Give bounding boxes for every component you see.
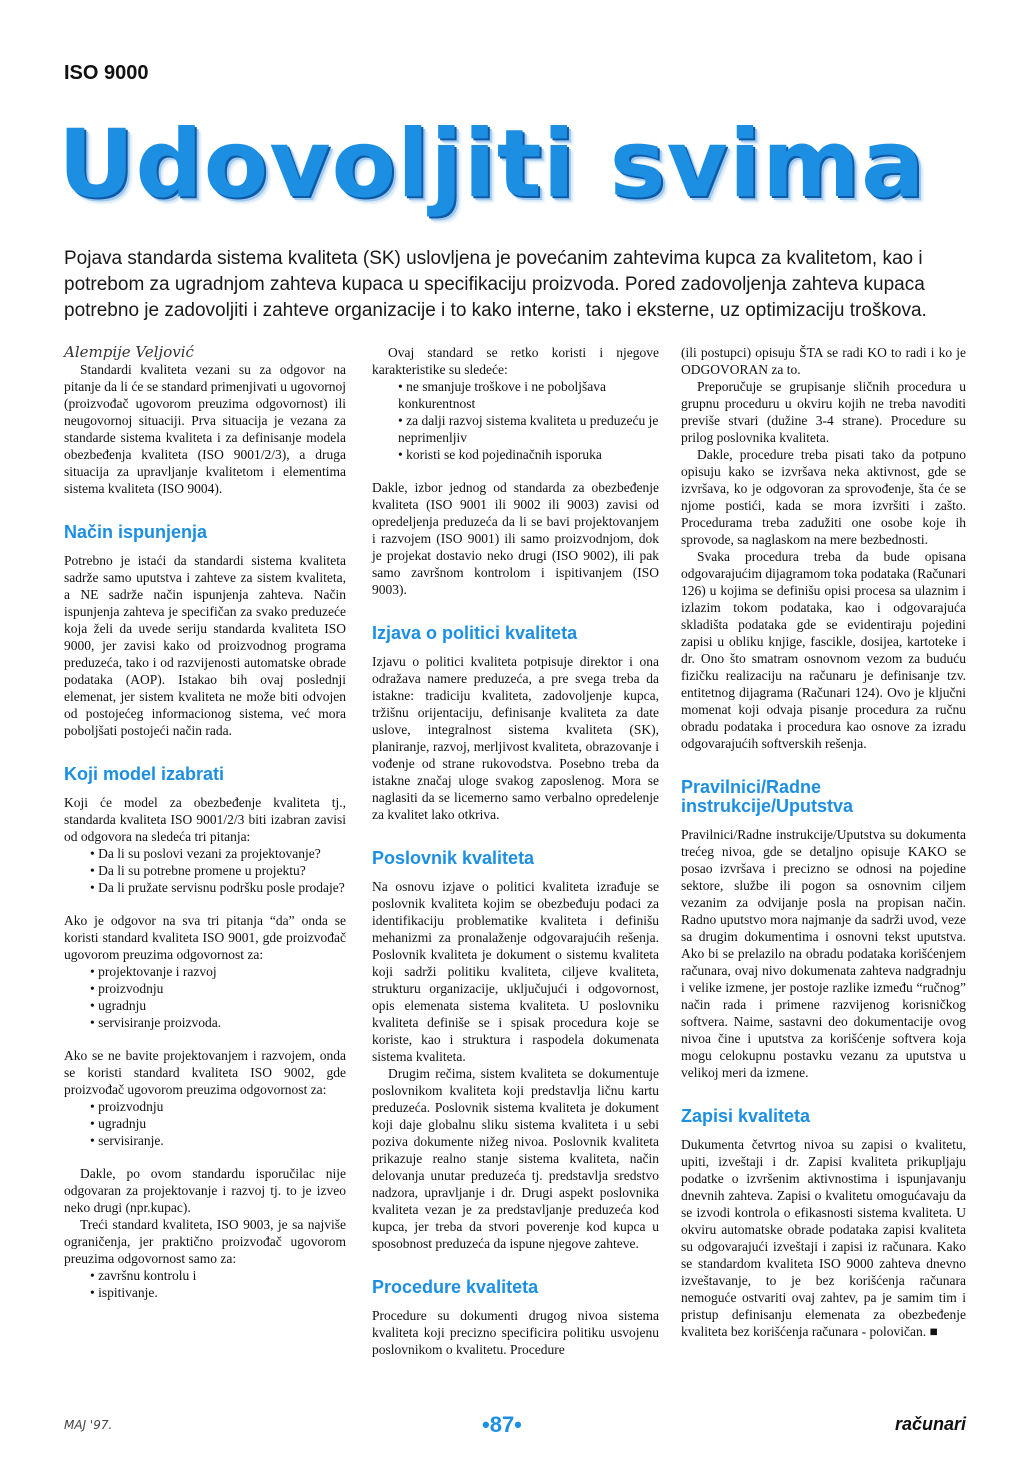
- page-number: •87•: [482, 1412, 522, 1437]
- author: Alempije Veljović: [64, 343, 194, 361]
- paragraph: Izjavu o politici kvaliteta potpisuje direktor i ona odražava namere preduzeća, a pre svega treba da istakne: tradiciju kvaliteta, zadovoljenje kupca, tržišnu orijentaciju, definisanje kvaliteta za date uslove, integralnost sistema kvaliteta (SK), planiranje, razvoj, merljivost kvaliteta, obrazovanje i vođenje od strane rukovodstva. Posebno treba da istakne značaj uloge svakog zaposlenog. Mora se naglasiti da se licemerno samo verbalno opredelenje za kvalitet lako otkriva.: [372, 654, 659, 822]
- paragraph: Ako se ne bavite projektovanjem i razvojem, onda se koristi standard kvaliteta ISO 9002, gde proizvođač ugovorom preuzima odgovornost za:: [64, 1048, 346, 1097]
- subheading: Koji model izabrati: [64, 764, 225, 784]
- subheading: Zapisi kvaliteta: [681, 1106, 811, 1126]
- list-item: • projektovanje i razvoj: [90, 963, 346, 980]
- list-item: • ugradnju: [90, 997, 346, 1014]
- paragraph: Drugim rečima, sistem kvaliteta se dokumentuje poslovnikom kvaliteta koji predstavlja ličnu kartu preduzeća. Poslovnik sistema kvaliteta je dokument koji daje globalnu sliku sistema kvaliteta i u sebi poziva dokumente nižeg nivoa. Poslovnik kvaliteta prikazuje realno stanje sistema kvaliteta, način delovanja unutar preduzeća tj. predstavlja sredstvo nadzora, upravljanje i dr. Drugi aspekt poslovnika kvaliteta vezan je za predstavljanje preduzeća kod kupca, jer treba da stvori poverenje kod kupca u sposobnost preduzeća da ispune njegove zahteve.: [372, 1066, 659, 1251]
- bullet-list: [64, 963, 346, 1031]
- paragraph: Dakle, po ovom standardu isporučilac nije odgovaran za projektovanje i razvoj tj. to je izveo neko drugi (npr.kupac).: [64, 1166, 346, 1215]
- bullet-list: [372, 378, 659, 463]
- paragraph: Dakle, procedure treba pisati tako da potpuno opisuju kako se izvršava neka aktivnost, gde se izvršava, ko je odgovoran za sprovođenje, šta će se njome postići, kada se mora izvršiti i zašto. Procedurama treba zadužiti one osobe koje ih sprovode, sa naglaskom na mere bezbednosti.: [681, 447, 966, 547]
- list-item: • Da li pružate servisnu podršku posle prodaje?: [90, 879, 346, 896]
- paragraph: (ili postupci) opisuju ŠTA se radi KO to radi i ko je ODGOVORAN za to.: [681, 345, 966, 377]
- list-item: • za dalji razvoj sistema kvaliteta u preduzeću je neprimenljiv: [398, 412, 659, 446]
- paragraph: Potrebno je istaći da standardi sistema kvaliteta sadrže samo uputstva i zahteve za sistem kvaliteta, a NE sadrže način ispunjenja zahteva. Način ispunjenja zahteva je specifičan za svako preduzeće koja želi da uvede seriju standarda kvaliteta ISO 9000, jer zavisi kako od proizvodnog programa preduzeća, tako i od razvijenosti automatske obrade podataka (AOP). Istakao bih ovaj poslednji elemenat, jer sistem kvaliteta ne može biti odvojen od postojećeg informacionog sistema, već mora poboljšati postojeći način rada.: [64, 553, 346, 738]
- paragraph: Procedure su dokumenti drugog nivoa sistema kvaliteta koji precizno specificira politiku usvojenu poslovnikom o kvalitetu. Procedure: [372, 1308, 659, 1357]
- list-item: • servisiranje proizvoda.: [90, 1014, 346, 1031]
- article-title: Udovoljiti svima: [58, 110, 926, 219]
- paragraph: Treći standard kvaliteta, ISO 9003, je sa najviše ograničenja, jer praktično proizvođač ugovorom preuzima odgovornost samo za:: [64, 1217, 346, 1266]
- paragraph: Preporučuje se grupisanje sličnih procedura u grupnu proceduru u okviru kojih ne treba navoditi previše stvari (dužine 3-4 strane). Procedure su prilog poslovnika kvaliteta.: [681, 379, 966, 445]
- list-item: • Da li su potrebne promene u projektu?: [90, 862, 346, 879]
- magazine-name: računari: [894, 1414, 966, 1434]
- subheading: Izjava o politici kvaliteta: [372, 623, 578, 643]
- paragraph: Na osnovu izjave o politici kvaliteta izrađuje se poslovnik kvaliteta kojim se obezbeđuju podaci za identifikaciju problematike kvaliteta i definišu mehanizmi za pronalaženje odgovarajućih rešenja. Poslovnik kvaliteta je dokument o sistemu kvaliteta koji sadrži politiku kvaliteta, ciljeve kvaliteta, strukturu organizacije, uključujući i odgovornost, opis elemenata sistema kvaliteta. U poslovniku kvaliteta definiše se i spisak procedura koje se koriste, kao i struktura i raspodela dokumenata sistema kvaliteta.: [372, 879, 659, 1064]
- list-item: • proizvodnju: [90, 1098, 346, 1115]
- bullet-list: [64, 1267, 346, 1301]
- list-item: • završnu kontrolu i: [90, 1267, 346, 1284]
- bullet-list: [64, 845, 346, 896]
- subheading: Procedure kvaliteta: [372, 1277, 539, 1297]
- list-item: • ispitivanje.: [90, 1284, 346, 1301]
- subheading: Pravilnici/Radne instrukcije/Uputstva: [681, 777, 854, 816]
- bullet-list: [64, 1098, 346, 1149]
- issue-date: MAJ '97.: [64, 1418, 113, 1432]
- list-item: • proizvodnju: [90, 980, 346, 997]
- subheading: Poslovnik kvaliteta: [372, 848, 535, 868]
- column-1: [64, 344, 346, 1301]
- paragraph: Ako je odgovor na sva tri pitanja “da” onda se koristi standard kvaliteta ISO 9001, gde proizvođač ugovorom preuzima odgovornost za:: [64, 913, 346, 962]
- list-item: • koristi se kod pojedinačnih isporuka: [398, 446, 659, 463]
- subheading: Način ispunjenja: [64, 522, 208, 542]
- paragraph: Standardi kvaliteta vezani su za odgovor na pitanje da li će se standard primenjivati u ugovornoj (proizvođač ugovorom preuzima odgovornost) ili neugovornoj situaciji. Prva situacija je vezana za standarde sistema kvaliteta i za definisanje modela obezbeđenja kvaliteta (ISO 9001/2/3), a druga situacija za upravljanje kvalitetom i elementima sistema kvaliteta (ISO 9004).: [64, 362, 346, 496]
- column-2: [372, 344, 659, 1358]
- paragraph: Koji će model za obezbeđenje kvaliteta tj., standarda kvaliteta ISO 9001/2/3 biti izabran zavisi od odgovora na sledeća tri pitanja:: [64, 795, 346, 844]
- paragraph: Dakle, izbor jednog od standarda za obezbeđenje kvaliteta (ISO 9001 ili 9002 ili 9003) zavisi od opredeljenja preduzeća da li se bavi projektovanjem i razvojem (ISO 9001) ili samo proizvodnjom, dok je projekat dostavio neko drugi (ISO 9002), ili pak samo završnom kontrolom i ispitivanjem (ISO 9003).: [372, 480, 659, 597]
- paragraph: Dukumenta četvrtog nivoa su zapisi o kvalitetu, upiti, izveštaji i dr. Zapisi kvaliteta prikupljaju podatke o izvršenim aktivnostima i ispunjavanju dnevnih zahteva. Zapisi o kvalitetu omogućavaju da se izvodi kontrola o efikasnosti sistema kvaliteta. U okviru automatske obrade podataka zapisi kvaliteta su odgovarajući izveštaji i zapisi iz računara. Kako se standardom kvaliteta ISO 9000 zahteva dnevno izveštavanje, to je bez korišćenja računara nemoguće ostvariti ovaj zahtev, pa je samim tim i pristup definisanju elemenata za obezbeđenje kvaliteta bez korišćenja računara - polovičan. ■: [681, 1137, 966, 1339]
- list-item: • Da li su poslovi vezani za projektovanje?: [90, 845, 346, 862]
- article-lead: Pojava standarda sistema kvaliteta (SK) uslovljena je povećanim zahtevima kupca za kvalitetom, kao i potrebom za ugradnjom zahteva kupaca u specifikaciju proizvoda. Pored zadovoljenja zahteva kupaca potrebno je zadovoljiti i zahteve organizacije i to kako interne, tako i eksterne, uz optimizaciju troškova.: [64, 248, 927, 321]
- list-item: • ne smanjuje troškove i ne poboljšava konkurentnost: [398, 378, 659, 412]
- column-3: [681, 344, 966, 1340]
- list-item: • servisiranje.: [90, 1132, 346, 1149]
- paragraph: Pravilnici/Radne instrukcije/Uputstva su dokumenta trećeg nivoa, gde se detaljno opisuje KAKO se posao izvršava i precizno se odnosi na pojedine sektore, službe ili pogon sa osnovnim ciljem vezanim za odvijanje posla na propisan način. Radno uputstvo mora najmanje da sadrži uvod, veze sa drugim dokumentima i osnovni tekst uputstva. Ako bi se prelazilo na obradu podataka korišćenjem računara, ovaj nivo dokumenata zahteva nadgradnju i velike izmene, jer postoje razlike između “ručnog” način rada i primene razvijenog korisničkog softvera. Naime, sastavni deo dokumentacije ovog nivoa čine i uputstva za korišćenje softvera koja mogu celokupnu postavku vezanu za uputstva u velikoj meri da izmene.: [681, 827, 966, 1080]
- paragraph: Svaka procedura treba da bude opisana odgovarajućim dijagramom toka podataka (Računari 126) u kojima se definišu opisi procesa sa ulaznim i izlazim tokom podataka, kao i odgovarajuća skladišta podataka gde se evidentiraju pojedini zapisi u obliku knjige, fascikle, dosijea, kartoteke i dr. Ono što smatram osnovnom vezom za buduću fizičku realizaciju na računaru je definisanje tzv. entitetnog dijagrama (Računari 124). Ovo je ključni momenat koji odvaja pisanje procedura za ručnu obradu podataka i procedura kao osnove za izradu odgovarajućih softverskih rešenja.: [681, 549, 966, 751]
- list-item: • ugradnju: [90, 1115, 346, 1132]
- paragraph: Ovaj standard se retko koristi i njegove karakteristike su sledeće:: [372, 345, 659, 377]
- section-label: ISO 9000: [64, 62, 149, 84]
